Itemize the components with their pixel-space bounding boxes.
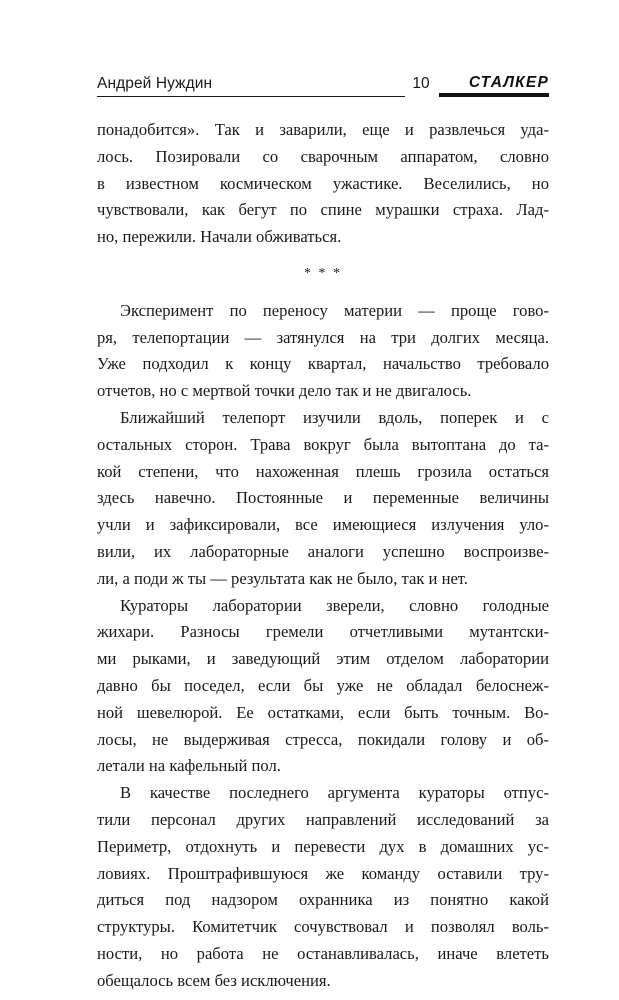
text-line: тили персонал других направлений исследований за: [97, 809, 549, 829]
paragraph: [97, 593, 549, 781]
text-line: Ближайший телепорт изучили вдоль, поперек и с: [120, 407, 549, 427]
body-text: [97, 117, 549, 995]
paragraph: [97, 405, 549, 593]
text-line: лось. Позировали со сварочным аппаратом, словно: [97, 146, 549, 166]
text-line: ря, телепортации — затянулся на три долгих месяца.: [97, 327, 549, 347]
paragraph: [97, 117, 549, 251]
paragraph: [97, 780, 549, 994]
text-line: ности, но работа не останавливалась, иначе влететь: [97, 943, 549, 963]
text-line: ловиях. Проштрафившуюся же команду оставили тру-: [97, 863, 549, 883]
paragraph: [97, 298, 549, 405]
text-line: ли, а поди ж ты — результата как не было, так и нет.: [97, 568, 468, 588]
text-line: остальных сторон. Трава вокруг была вытоптана до та-: [97, 434, 549, 454]
text-line: чувствовали, как бегут по спине мурашки страха. Лад-: [97, 200, 549, 220]
text-line: ной шевелюрой. Ее остатками, если быть точным. Во-: [97, 702, 549, 722]
text-line: лосы, не выдерживая стресса, покидали голову и об-: [97, 729, 549, 749]
text-line: диться под надзором охранника из понятно какой: [97, 890, 549, 910]
text-line: отчетов, но с мертвой точки дело так и не двигалось.: [97, 381, 472, 401]
header-rule-right: [439, 93, 549, 97]
text-line: Уже подходил к концу квартал, начальство требовало: [97, 354, 549, 374]
page-number: 10: [412, 75, 430, 92]
text-line: здесь навечно. Постоянные и переменные величины: [97, 488, 549, 508]
running-header: [97, 72, 549, 100]
series-title: СТАЛКЕР: [468, 74, 549, 91]
text-line: Периметр, отдохнуть и перевести дух в домашних ус-: [97, 836, 549, 856]
text-line: жихари. Разносы гремели отчетливыми мутантски-: [97, 622, 549, 642]
text-line: кой степени, что нахоженная плешь грозила остаться: [97, 461, 549, 481]
text-line: Кураторы лаборатории зверели, словно голодные: [120, 595, 549, 615]
author-name: Андрей Нуждин: [97, 75, 213, 92]
text-line: в известном космическом ужастике. Веселились, но: [97, 173, 549, 193]
text-line: понадобится». Так и заварили, еще и развлечься уда-: [97, 120, 549, 139]
section-separator: * * *: [304, 265, 342, 281]
header-rule-left: [97, 96, 405, 97]
text-line: но, пережили. Начали обживаться.: [97, 227, 342, 247]
text-line: В качестве последнего аргумента кураторы отпус-: [120, 783, 549, 803]
text-line: летали на кафельный пол.: [97, 756, 281, 776]
text-line: учли и зафиксировали, все имеющиеся излучения уло-: [97, 515, 549, 535]
text-line: обещалось всем без исключения.: [97, 970, 331, 990]
text-line: Эксперимент по переносу материи — проще гово-: [120, 300, 549, 320]
text-line: ми рыками, и заведующий этим отделом лаборатории: [97, 649, 549, 669]
text-line: структуры. Комитетчик сочувствовал и позволял воль-: [97, 917, 549, 937]
text-line: вили, их лабораторные аналоги успешно воспроизве-: [97, 541, 549, 561]
text-line: давно бы поседел, если бы уже не обладал белоснеж-: [97, 675, 549, 695]
